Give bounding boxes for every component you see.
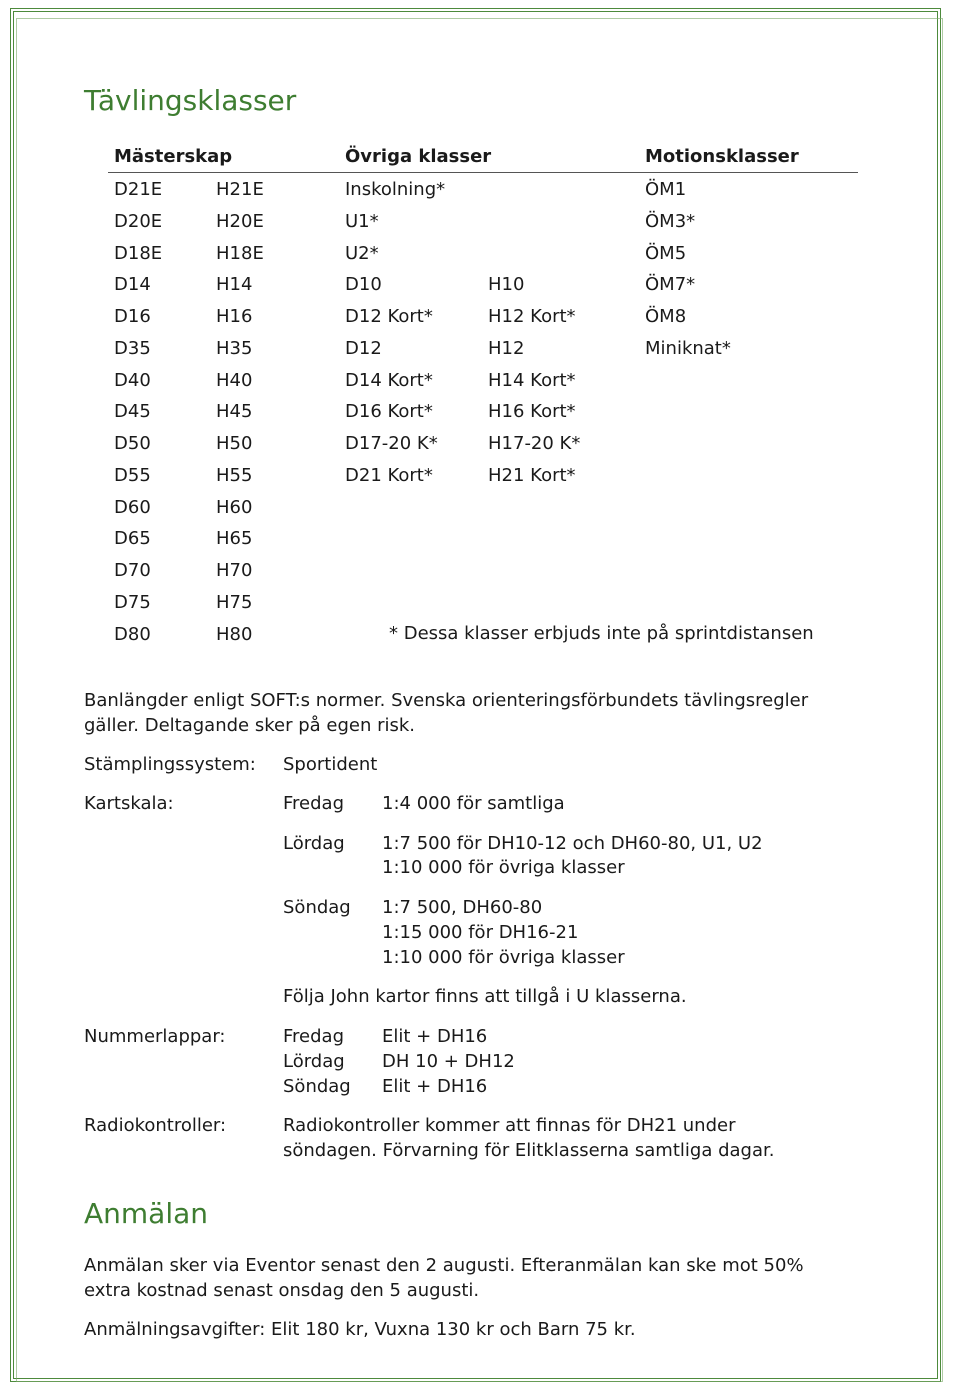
kartskala-lordag-scale1: 1:7 500 för DH10-12 och DH60-80, U1, U2: [382, 833, 763, 854]
table-cell: D70: [114, 560, 151, 581]
nummerlappar-sondag-value: Elit + DH16: [382, 1076, 488, 1097]
radiokontroller-label: Radiokontroller:: [84, 1115, 227, 1136]
nummerlappar-fredag-value: Elit + DH16: [382, 1026, 488, 1047]
table-cell: H14: [216, 274, 253, 295]
table-cell: H75: [216, 592, 253, 613]
nummerlappar-sondag: Söndag: [283, 1076, 351, 1097]
kartskala-sondag-scale3: 1:10 000 för övriga klasser: [382, 947, 625, 968]
table-cell: H12: [488, 338, 525, 359]
kartskala-sondag-scale1: 1:7 500, DH60-80: [382, 897, 543, 918]
table-cell: ÖM1: [645, 179, 687, 200]
table-cell: D45: [114, 401, 151, 422]
banlangder-line2: gäller. Deltagande sker på egen risk.: [84, 715, 415, 736]
table-cell: D16 Kort*: [345, 401, 433, 422]
table-footnote: * Dessa klasser erbjuds inte på sprintdistansen: [389, 623, 814, 644]
table-cell: H60: [216, 497, 253, 518]
table-cell: H18E: [216, 243, 264, 264]
stampling-value: Sportident: [283, 754, 378, 775]
col-header-motion: Motionsklasser: [645, 146, 799, 167]
table-cell: Miniknat*: [645, 338, 731, 359]
anmalan-avgifter: Anmälningsavgifter: Elit 180 kr, Vuxna 130 kr och Barn 75 kr.: [84, 1319, 636, 1340]
table-cell: H10: [488, 274, 525, 295]
heading-tavlingsklasser: Tävlingsklasser: [84, 84, 297, 117]
nummerlappar-label: Nummerlappar:: [84, 1026, 226, 1047]
table-cell: D18E: [114, 243, 163, 264]
table-cell: D14 Kort*: [345, 370, 433, 391]
table-cell: H17-20 K*: [488, 433, 581, 454]
table-cell: D12 Kort*: [345, 306, 433, 327]
stampling-label: Stämplingssystem:: [84, 754, 256, 775]
table-cell: D65: [114, 528, 151, 549]
table-cell: ÖM8: [645, 306, 687, 327]
kartskala-lordag: Lördag: [283, 833, 345, 854]
table-cell: D12: [345, 338, 382, 359]
kartskala-fredag: Fredag: [283, 793, 345, 814]
heading-anmalan: Anmälan: [84, 1197, 209, 1230]
table-cell: H35: [216, 338, 253, 359]
table-cell: D55: [114, 465, 151, 486]
col-header-masterskap: Mästerskap: [114, 146, 233, 167]
radiokontroller-line1: Radiokontroller kommer att finnas för DH21 under: [283, 1115, 736, 1136]
kartskala-lordag-scale2: 1:10 000 för övriga klasser: [382, 857, 625, 878]
table-cell: Inskolning*: [345, 179, 446, 200]
table-cell: D75: [114, 592, 151, 613]
table-cell: H21E: [216, 179, 264, 200]
table-cell: D14: [114, 274, 151, 295]
table-header-rule: [108, 172, 858, 173]
table-cell: D35: [114, 338, 151, 359]
table-cell: H16 Kort*: [488, 401, 576, 422]
table-cell: D80: [114, 624, 151, 645]
table-cell: H16: [216, 306, 253, 327]
table-cell: H12 Kort*: [488, 306, 576, 327]
table-cell: ÖM5: [645, 243, 687, 264]
kartskala-fredag-scale: 1:4 000 för samtliga: [382, 793, 565, 814]
table-cell: D16: [114, 306, 151, 327]
table-cell: H14 Kort*: [488, 370, 576, 391]
table-cell: U2*: [345, 243, 379, 264]
kartskala-label: Kartskala:: [84, 793, 174, 814]
folja-john-note: Följa John kartor finns att tillgå i U klasserna.: [283, 986, 687, 1007]
kartskala-sondag: Söndag: [283, 897, 351, 918]
table-cell: H45: [216, 401, 253, 422]
table-cell: H55: [216, 465, 253, 486]
table-cell: ÖM7*: [645, 274, 696, 295]
table-cell: D17-20 K*: [345, 433, 438, 454]
table-cell: D21E: [114, 179, 163, 200]
table-cell: H20E: [216, 211, 264, 232]
table-cell: H50: [216, 433, 253, 454]
banlangder-line1: Banlängder enligt SOFT:s normer. Svenska orienteringsförbundets tävlingsregler: [84, 690, 809, 711]
table-cell: H70: [216, 560, 253, 581]
table-cell: H65: [216, 528, 253, 549]
table-cell: H21 Kort*: [488, 465, 576, 486]
radiokontroller-line2: söndagen. Förvarning för Elitklasserna samtliga dagar.: [283, 1140, 775, 1161]
nummerlappar-fredag: Fredag: [283, 1026, 345, 1047]
table-cell: D21 Kort*: [345, 465, 433, 486]
table-cell: D60: [114, 497, 151, 518]
table-cell: D50: [114, 433, 151, 454]
nummerlappar-lordag-value: DH 10 + DH12: [382, 1051, 515, 1072]
nummerlappar-lordag: Lördag: [283, 1051, 345, 1072]
table-cell: H80: [216, 624, 253, 645]
col-header-ovriga: Övriga klasser: [345, 146, 492, 167]
table-cell: U1*: [345, 211, 379, 232]
table-cell: D10: [345, 274, 382, 295]
anmalan-line2: extra kostnad senast onsdag den 5 augusti.: [84, 1280, 480, 1301]
kartskala-sondag-scale2: 1:15 000 för DH16-21: [382, 922, 579, 943]
table-cell: ÖM3*: [645, 211, 696, 232]
table-cell: D20E: [114, 211, 163, 232]
anmalan-line1: Anmälan sker via Eventor senast den 2 augusti. Efteranmälan kan ske mot 50%: [84, 1255, 804, 1276]
table-cell: D40: [114, 370, 151, 391]
table-cell: H40: [216, 370, 253, 391]
